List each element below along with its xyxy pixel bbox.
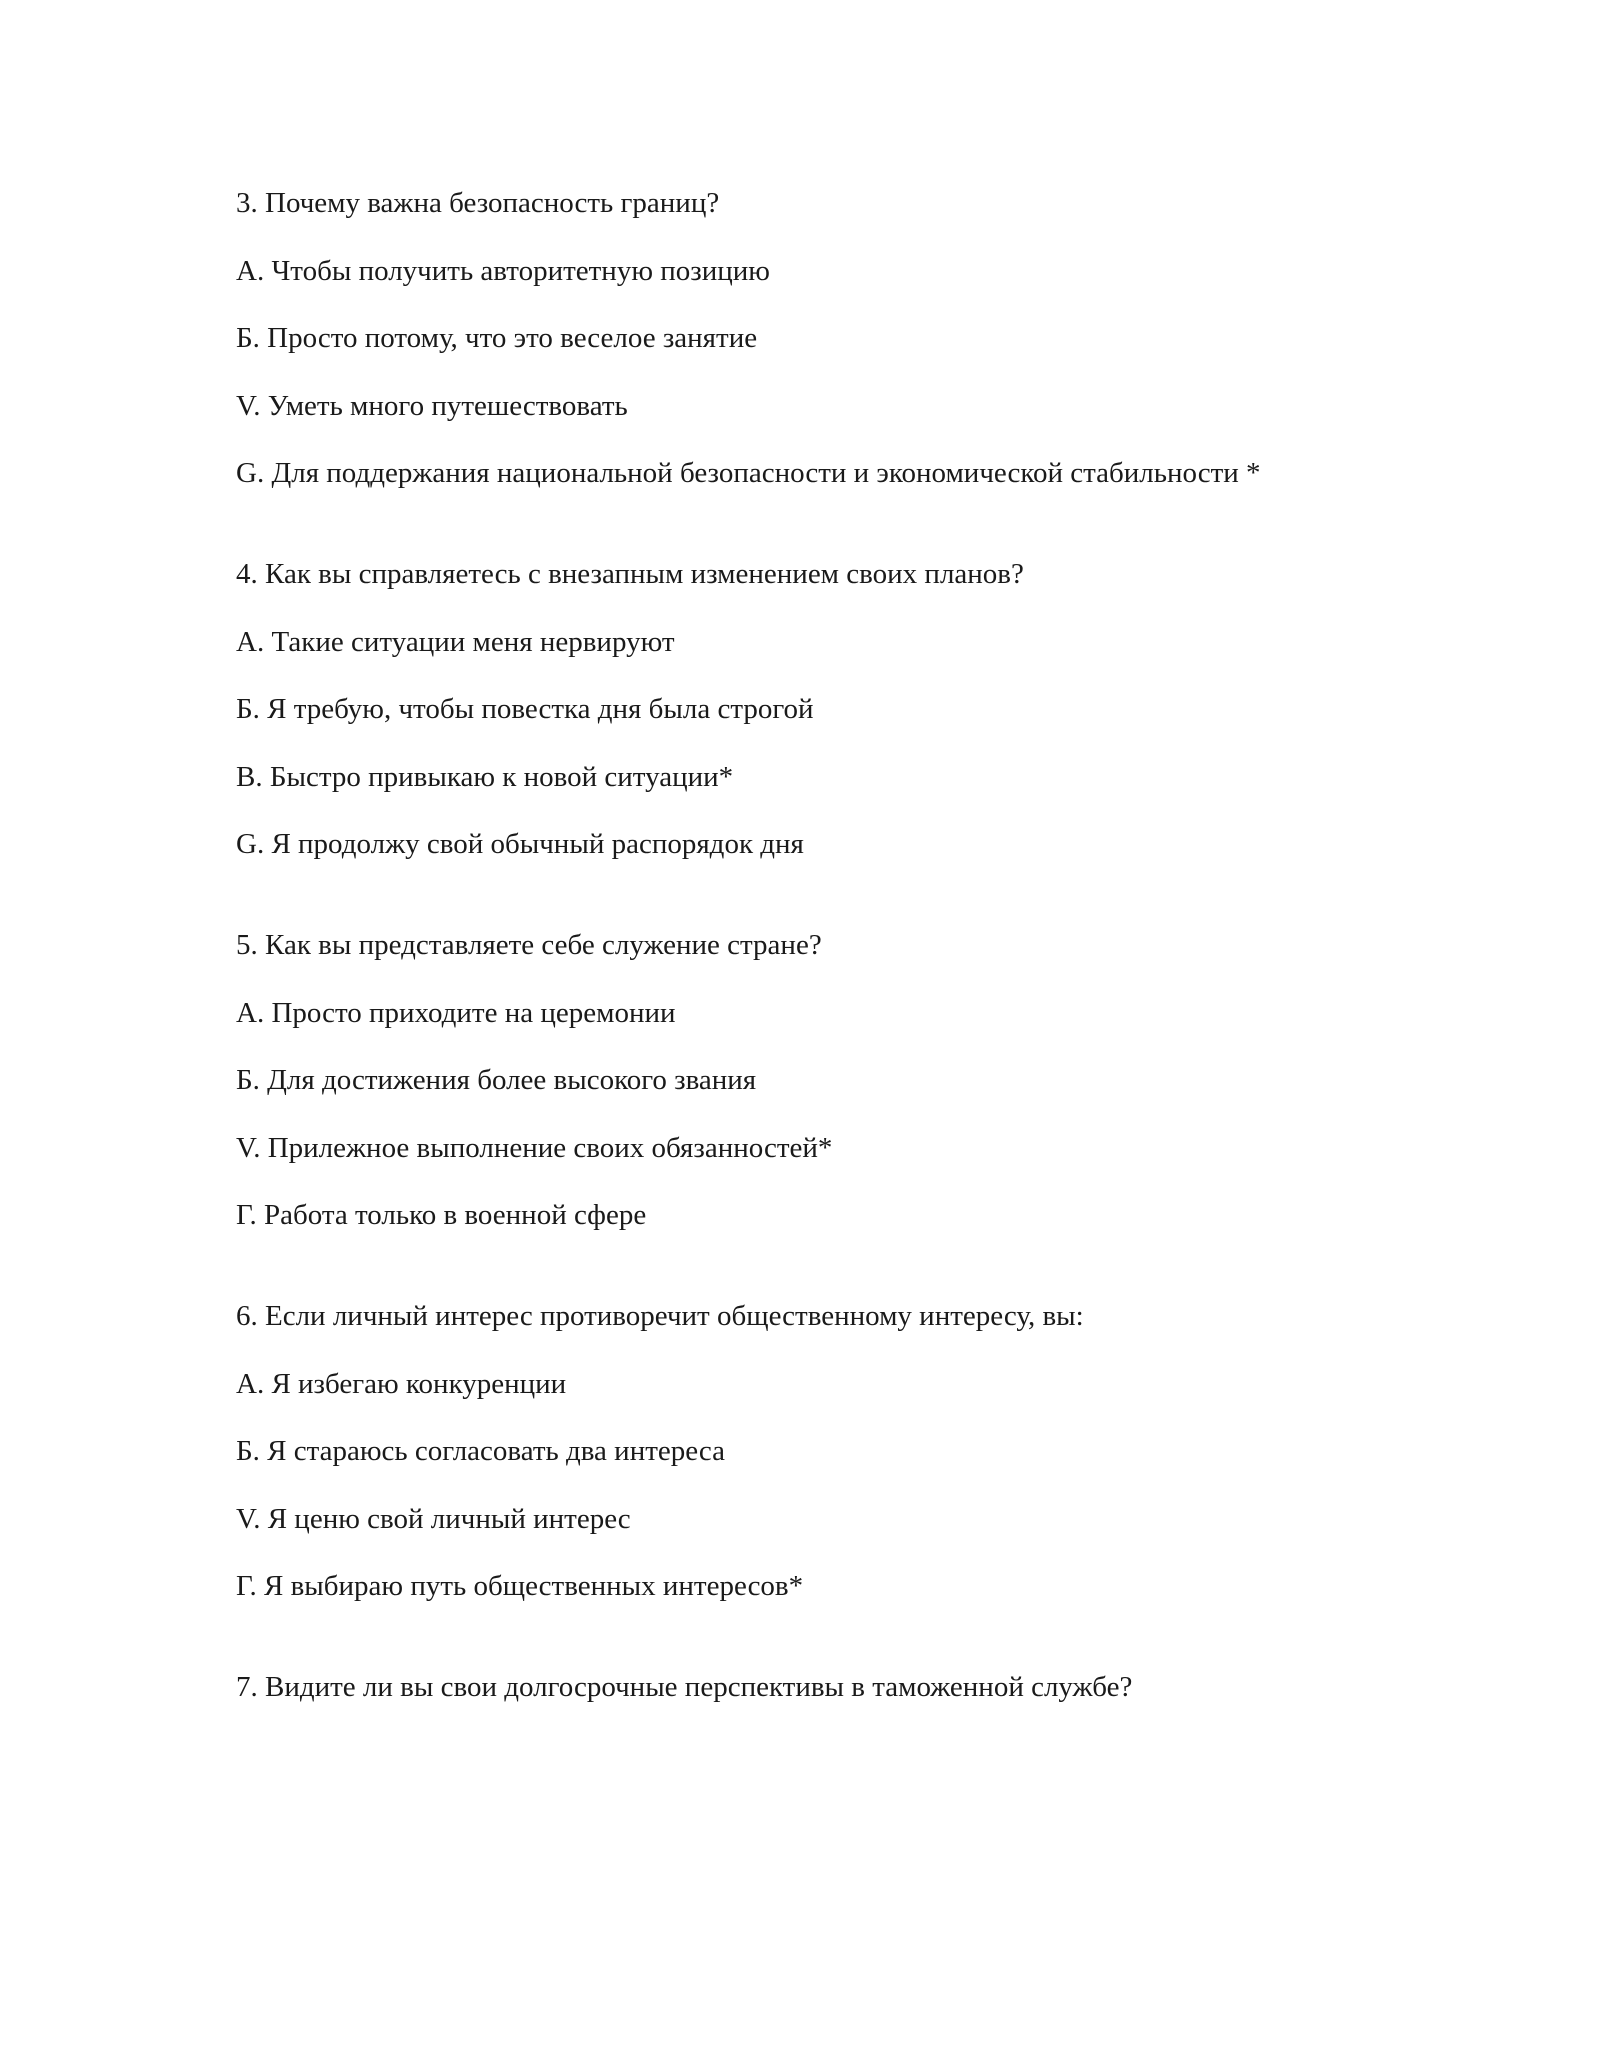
question-block-3 xyxy=(236,186,1436,490)
answer-option: Г. Работа только в военной сфере xyxy=(236,1199,647,1231)
answer-option: G. Для поддержания национальной безопасности и экономической стабильности * xyxy=(236,457,1261,489)
question-block-6 xyxy=(236,1299,1436,1603)
answer-option: V. Я ценю свой личный интерес xyxy=(236,1502,631,1535)
answer-option: A. Я избегаю конкуренции xyxy=(236,1367,567,1400)
questionnaire xyxy=(236,186,1436,1771)
answer-option: Б. Просто потому, что это веселое занятие xyxy=(236,322,758,354)
question-text: 3. Почему важна безопасность границ? xyxy=(236,187,720,219)
answer-option: Б. Для достижения более высокого звания xyxy=(236,1064,757,1096)
answer-option: Б. Я требую, чтобы повестка дня была строгой xyxy=(236,693,814,725)
answer-option: В. Быстро привыкаю к новой ситуации* xyxy=(236,760,734,793)
question-block-4 xyxy=(236,557,1436,861)
answer-option: V. Уметь много путешествовать xyxy=(236,389,628,422)
answer-option: A. Чтобы получить авторитетную позицию xyxy=(236,254,770,287)
answer-option: V. Прилежное выполнение своих обязанностей* xyxy=(236,1131,833,1164)
question-text: 7. Видите ли вы свои долгосрочные перспективы в таможенной службе? xyxy=(236,1671,1133,1703)
answer-option: G. Я продолжу свой обычный распорядок дня xyxy=(236,828,804,860)
question-block-5 xyxy=(236,928,1436,1232)
question-text: 4. Как вы справляетесь с внезапным изменением своих планов? xyxy=(236,558,1024,590)
question-text: 6. Если личный интерес противоречит общественному интересу, вы: xyxy=(236,1300,1084,1332)
answer-option: A. Просто приходите на церемонии xyxy=(236,996,676,1029)
answer-option: Б. Я стараюсь согласовать два интереса xyxy=(236,1435,725,1467)
answer-option: Г. Я выбираю путь общественных интересов* xyxy=(236,1570,804,1602)
answer-option: A. Такие ситуации меня нервируют xyxy=(236,625,675,658)
question-text: 5. Как вы представляете себе служение стране? xyxy=(236,929,822,961)
question-block-7 xyxy=(236,1670,1436,1704)
